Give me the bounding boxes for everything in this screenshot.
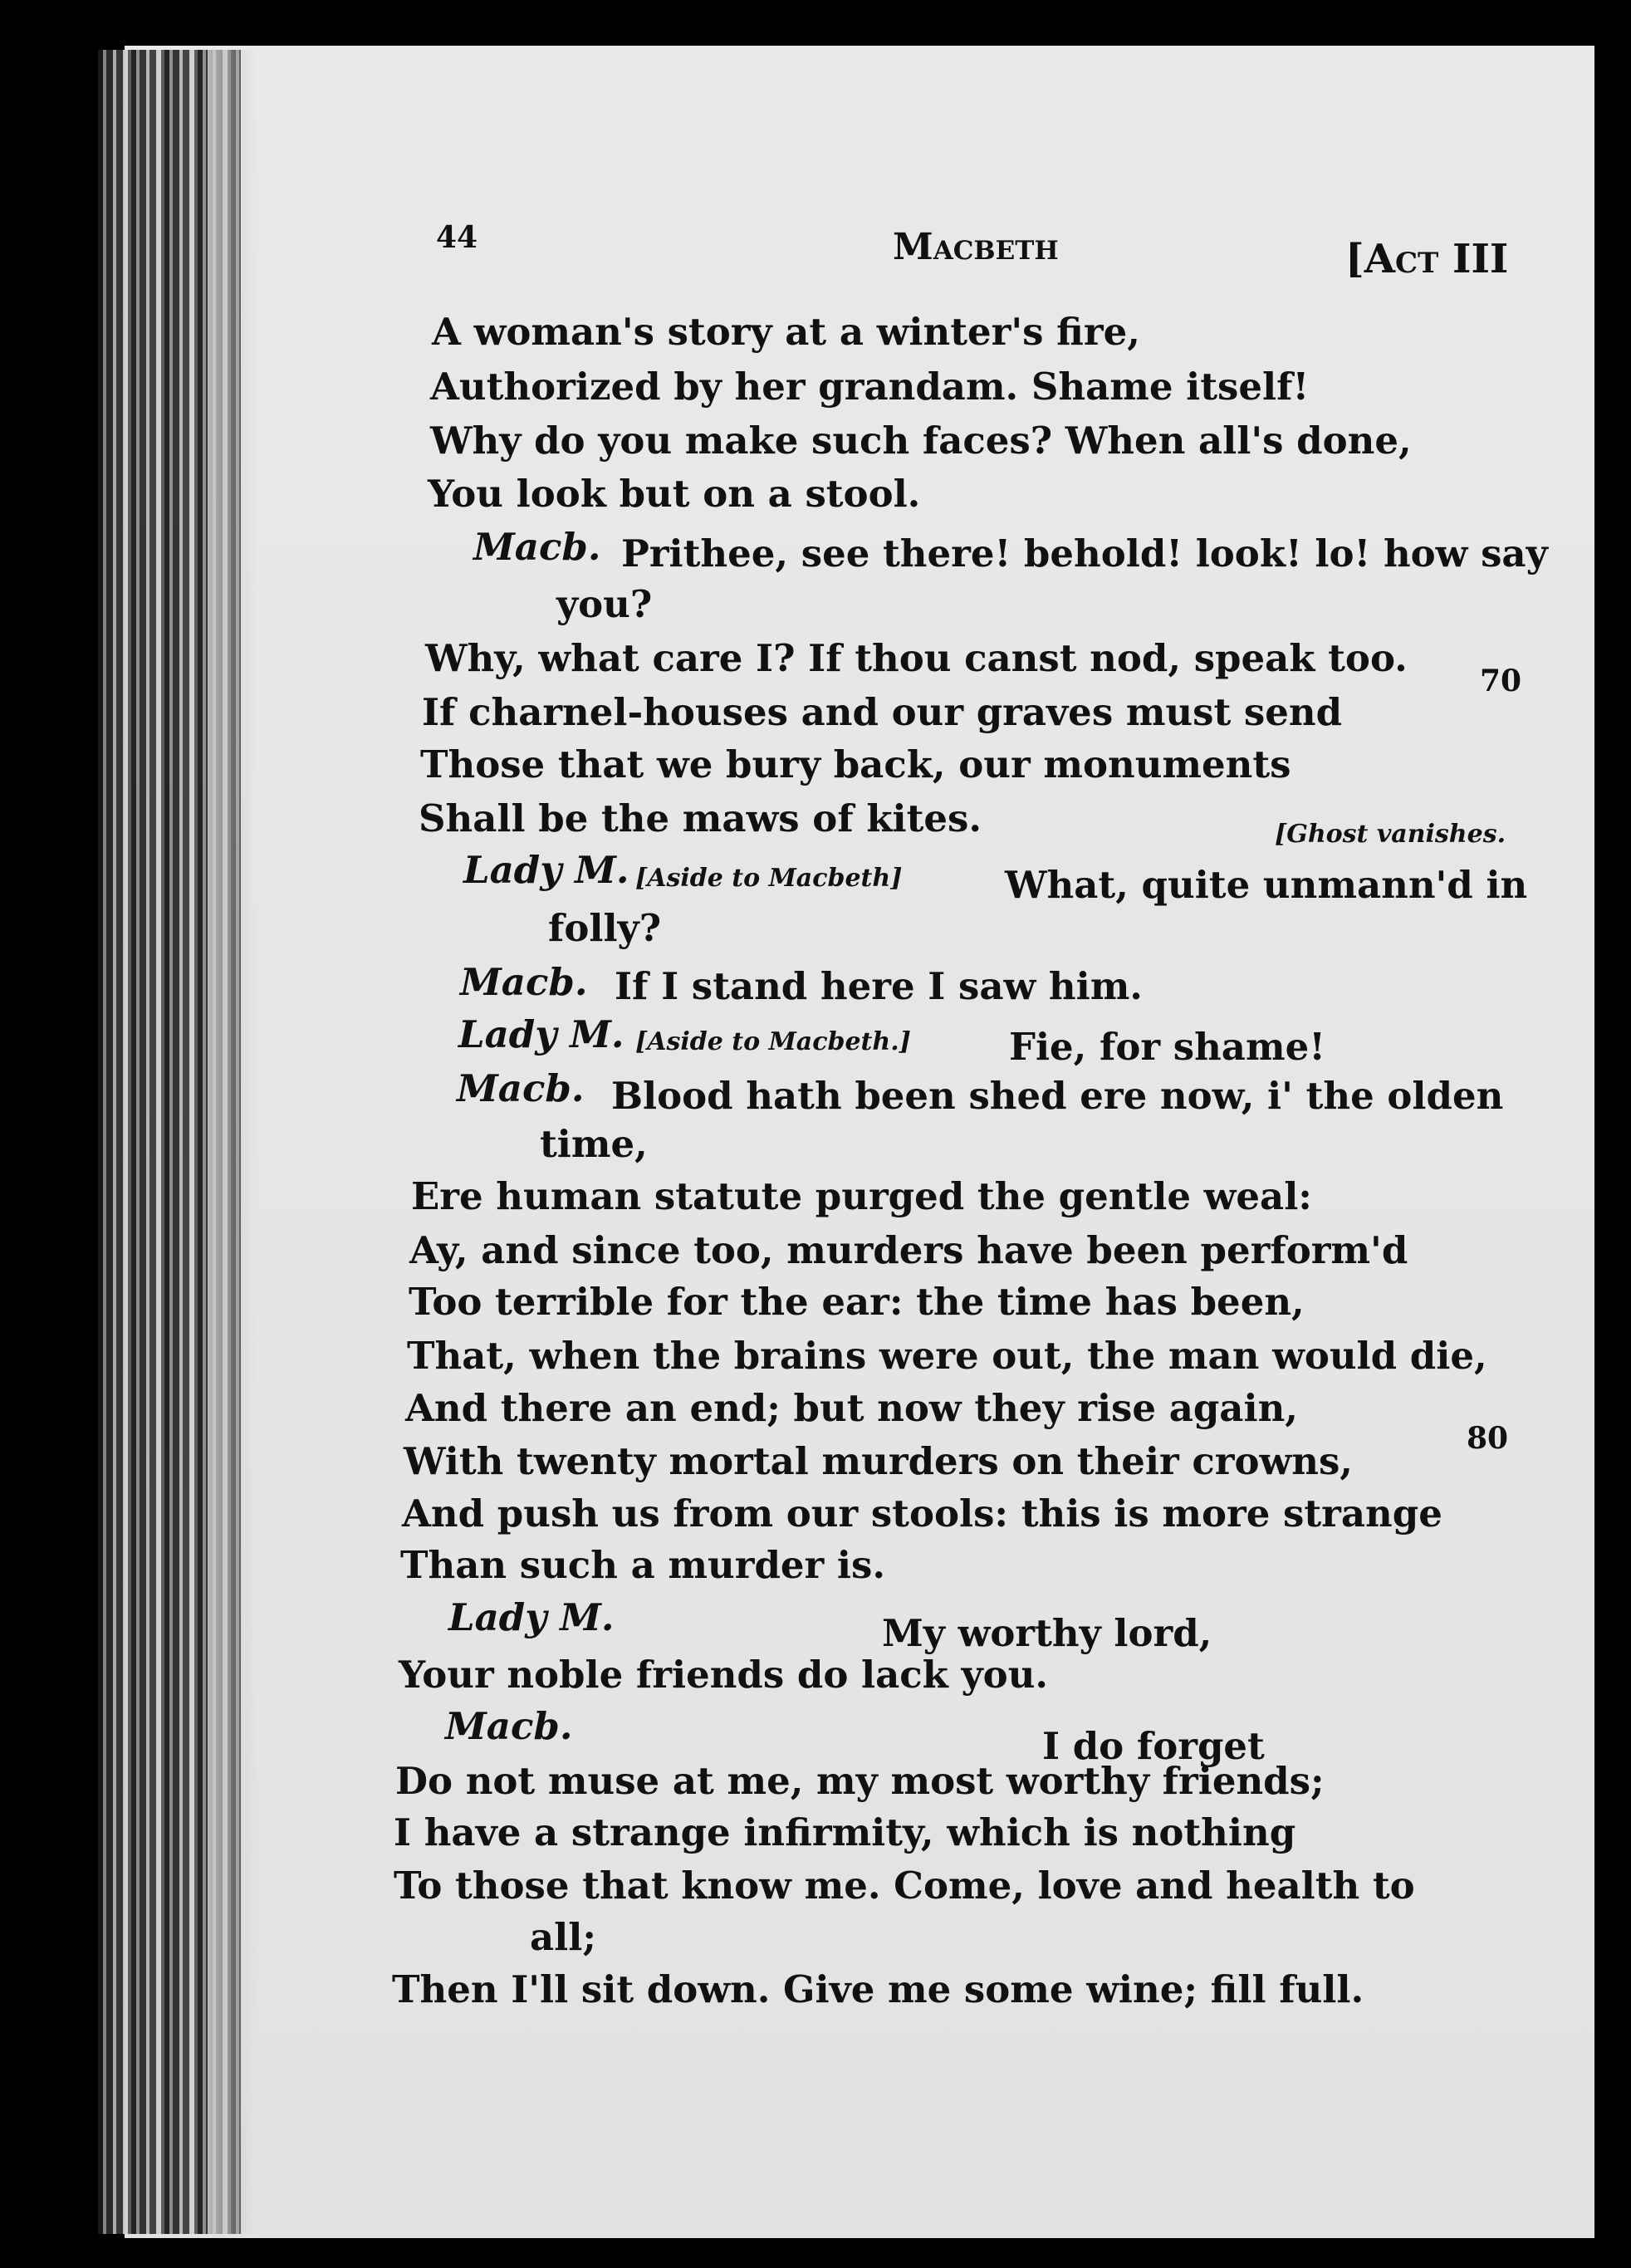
verse-line: Shall be the maws of kites. [419, 796, 982, 840]
speaker-name: Macb. [445, 1704, 573, 1748]
verse-line: Your noble friends do lack you. [399, 1653, 1049, 1697]
verse-line: Do not muse at me, my most worthy friends; [395, 1759, 1325, 1803]
verse-line: What, quite unmann'd in [1005, 863, 1528, 907]
stage-direction: [Aside to Macbeth.] [635, 1027, 911, 1056]
line-number: 70 [1480, 664, 1522, 698]
verse-line: A woman's story at a winter's fire, [432, 310, 1140, 354]
verse-line: You look but on a stool. [428, 472, 921, 516]
act-label: [Act III [1345, 236, 1509, 282]
verse-line-continued: all; [530, 1915, 596, 1959]
verse-line: If charnel-houses and our graves must send [422, 690, 1343, 734]
verse-line: That, when the brains were out, the man would die, [407, 1334, 1487, 1378]
verse-line: Then I'll sit down. Give me some wine; fill full. [392, 1967, 1364, 2011]
verse-line-continued: you? [556, 582, 653, 626]
verse-line: With twenty mortal murders on their crowns, [404, 1439, 1353, 1483]
verse-line: If I stand here I saw him. [615, 964, 1143, 1008]
verse-line: Too terrible for the ear: the time has been, [409, 1280, 1305, 1324]
verse-line: And push us from our stools: this is more strange [402, 1492, 1442, 1536]
verse-line: I have a strange infirmity, which is nothing [394, 1810, 1296, 1854]
line-number: 80 [1467, 1421, 1509, 1456]
stage-direction: [Ghost vanishes. [1275, 820, 1506, 849]
speaker-name: Macb. [460, 960, 588, 1004]
speaker-name: Macb. [457, 1066, 585, 1110]
spine-shadow [208, 50, 257, 2234]
verse-line: Why do you make such faces? When all's done, [430, 419, 1412, 463]
verse-line: Those that we bury back, our monuments [420, 742, 1291, 786]
verse-line: Ere human statute purged the gentle weal: [411, 1174, 1312, 1218]
page-number: 44 [436, 220, 478, 255]
verse-line: Than such a murder is. [400, 1543, 886, 1587]
verse-line: Authorized by her grandam. Shame itself! [430, 365, 1310, 409]
speaker-name: Lady M. [463, 848, 629, 892]
stage-direction: [Aside to Macbeth] [635, 864, 903, 893]
verse-line: Ay, and since too, murders have been perform'd [409, 1228, 1408, 1272]
speaker-name: Lady M. [448, 1595, 615, 1639]
verse-line-continued: folly? [548, 906, 662, 950]
running-title: Macbeth [893, 226, 1059, 268]
verse-line: Fie, for shame! [1009, 1025, 1325, 1069]
speaker-name: Lady M. [458, 1012, 624, 1056]
verse-line: Prithee, see there! behold! look! lo! how say [621, 531, 1548, 576]
verse-line: And there an end; but now they rise again, [405, 1386, 1298, 1430]
verse-line: I do forget [1042, 1724, 1265, 1768]
verse-line: Blood hath been shed ere now, i' the olden [611, 1074, 1504, 1118]
verse-line: To those that know me. Come, love and health to [394, 1864, 1415, 1908]
verse-line: Why, what care I? If thou canst nod, speak too. [425, 636, 1408, 680]
speaker-name: Macb. [473, 525, 601, 569]
verse-line: My worthy lord, [882, 1611, 1212, 1655]
verse-line-continued: time, [540, 1122, 648, 1166]
